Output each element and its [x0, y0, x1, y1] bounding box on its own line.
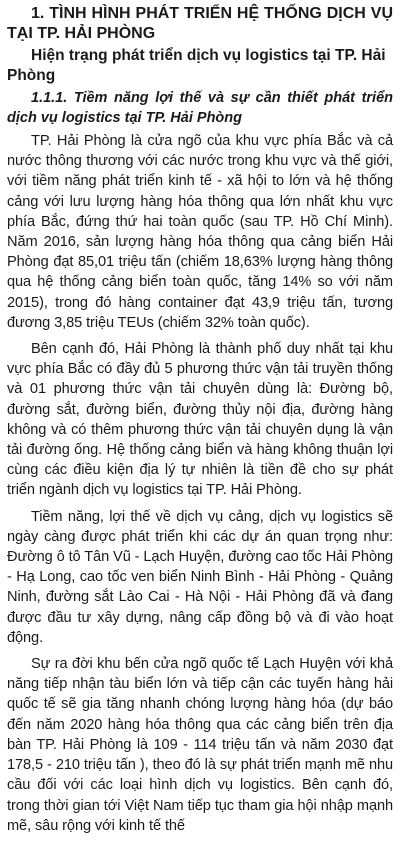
paragraph-3: Tiềm năng, lợi thế về dịch vụ cảng, dịch vụ logistics sẽ ngày càng được phát triển khi các dự án quan trọng như: Đường ô tô Tân Vũ - Lạch Huyện, đường cao tốc Hải Phòng - Hạ Long, cao tốc ven biển Ninh Bình - Hải Phòng - Quảng Ninh, đường sắt Lào Cai - Hà Nội - Hải Phòng đã và đang được đầu tư xây dựng, nâng cấp đồng bộ và đi vào hoạt động. — [7, 508, 393, 646]
document-page — [7, 4, 393, 836]
subsection-heading: Hiện trạng phát triển dịch vụ logistics tại TP. Hải Phòng — [7, 47, 386, 84]
paragraph-4: Sự ra đời khu bến cửa ngõ quốc tế Lạch Huyện với khả năng tiếp nhận tàu biển lớn và tiếp cận các tuyến hàng hải quốc tế sẽ gia tăng nhanh chóng lượng hàng hóa (dự báo đến năm 2020 hàng hóa thông qua các cảng biển trên địa bàn TP. Hải Phòng là 109 - 114 triệu tấn và năm 2030 đạt 178,5 - 210 triệu tấn ), theo đó là sự phát triển mạnh mẽ nhu cầu đối với các loại hình dịch vụ logistics. Bên cạnh đó, trong thời gian tới Việt Nam tiếp tục tham gia hội nhập mạnh mẽ, sâu rộng với kinh tế thế — [7, 656, 393, 834]
subsubsection-heading: 1.1.1. Tiềm năng lợi thế và sự cần thiết phát triển dịch vụ logistics tại TP. Hải Phòng — [7, 90, 393, 126]
paragraph-2: Bên cạnh đó, Hải Phòng là thành phố duy nhất tại khu vực phía Bắc có đầy đủ 5 phương thức vận tải truyền thống và 01 phương thức vận tải chuyên dùng là: Đường bộ, đường sắt, đường biển, đường thủy nội địa, đường hàng không và có thêm phương thức vận tải chuyên dụng là vận tải đường ống. Hệ thống cảng biển và hàng không thuận lợi cùng các điều kiện địa lý tự nhiên là tiền đề cho sự phát triển ngành dịch vụ logistics tại TP. Hải Phòng. — [7, 341, 393, 499]
section-heading: 1. TÌNH HÌNH PHÁT TRIỂN HỆ THỐNG DỊCH VỤ TẠI TP. HẢI PHÒNG — [7, 5, 393, 42]
paragraph-1: TP. Hải Phòng là cửa ngõ của khu vực phía Bắc và cả nước thông thương với các nước trong khu vực và thế giới, với tiềm năng phát triển kinh tế - xã hội to lớn và hệ thống cảng với lưu lượng hàng hóa thông qua lớn nhất khu vực phía Bắc, đứng thứ hai toàn quốc (sau TP. Hồ Chí Minh). Năm 2016, sản lượng hàng hóa thông qua cảng biển Hải Phòng đạt 85,01 triệu tấn (chiếm 18,63% lượng hàng thông qua hệ thống cảng biển toàn quốc, tăng 14% so với năm 2015), trong đó hàng container đạt 43,9 triệu tấn, tương đương 3,85 triệu TEUs (chiếm 32% toàn quốc). — [7, 133, 393, 331]
